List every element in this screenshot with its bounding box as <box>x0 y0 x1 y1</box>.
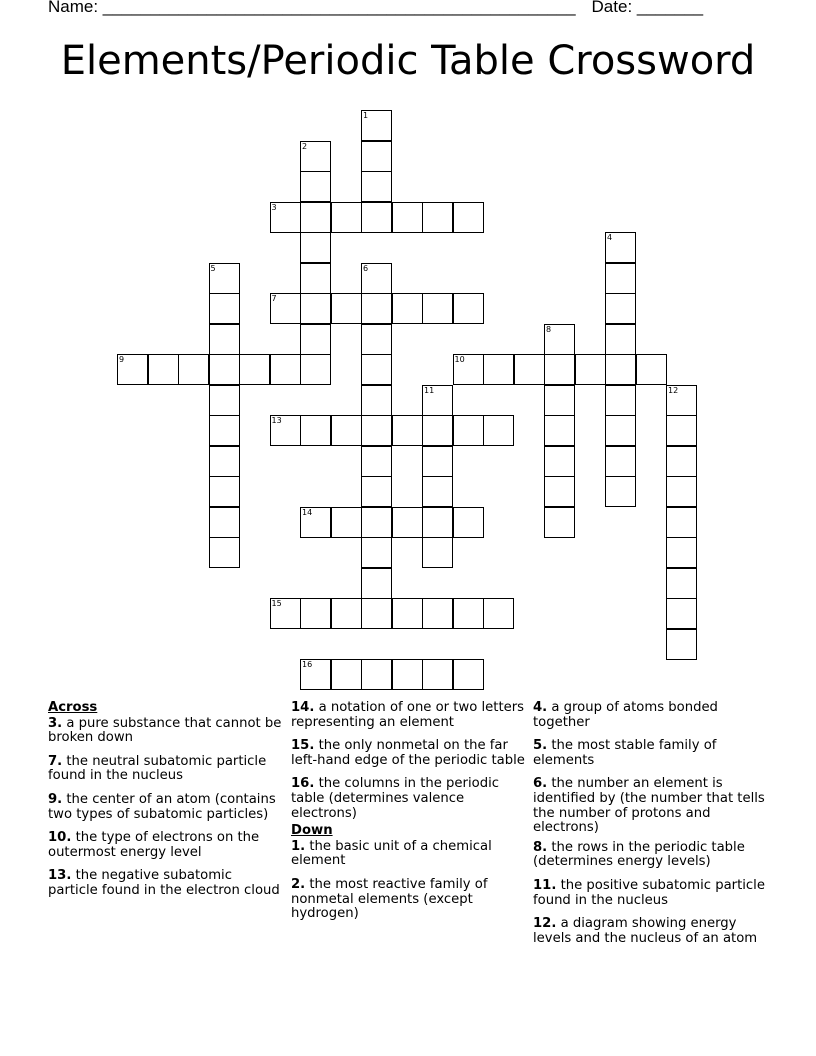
crossword-cell[interactable] <box>453 598 484 629</box>
crossword-cell[interactable] <box>392 293 423 324</box>
clue-number-label: 15 <box>271 599 282 608</box>
crossword-cell[interactable] <box>422 293 453 324</box>
crossword-cell[interactable] <box>605 476 636 507</box>
crossword-cell[interactable] <box>209 415 240 446</box>
crossword-cell[interactable] <box>361 324 392 355</box>
crossword-cell[interactable] <box>666 537 697 568</box>
crossword-cell[interactable] <box>361 293 392 324</box>
crossword-cell[interactable] <box>361 507 392 538</box>
crossword-cell[interactable] <box>453 507 484 538</box>
date-label: Date: <box>591 0 637 16</box>
clue-number-label: 5 <box>210 263 216 273</box>
crossword-cell[interactable] <box>239 354 270 385</box>
clue-number-label: 1 <box>363 111 369 120</box>
crossword-cell[interactable] <box>422 415 453 446</box>
clue-number-label: 14 <box>302 507 313 517</box>
crossword-cell[interactable] <box>331 415 362 446</box>
crossword-cell[interactable] <box>636 354 667 385</box>
crossword-cell[interactable] <box>300 598 331 629</box>
clue-across-13: 13. the negative subatomic particle found in the electron cloud <box>48 868 280 898</box>
crossword-cell[interactable] <box>453 659 484 690</box>
page-title: Elements/Periodic Table Crossword <box>60 38 756 84</box>
crossword-cell[interactable] <box>209 385 240 416</box>
crossword-cell[interactable] <box>666 598 697 629</box>
clue-column-2 <box>291 701 525 931</box>
crossword-cell[interactable] <box>605 263 636 294</box>
clue-number-label: 3 <box>271 202 277 212</box>
crossword-cell[interactable] <box>270 293 301 324</box>
crossword-cell[interactable] <box>575 354 606 385</box>
crossword-cell[interactable] <box>361 110 392 141</box>
crossword-cell[interactable] <box>209 476 240 507</box>
clue-down-4: 4. a group of atoms bonded together <box>533 700 718 730</box>
date-field[interactable]: _______ <box>636 0 704 16</box>
crossword-cell[interactable] <box>453 293 484 324</box>
crossword-cell[interactable] <box>270 598 301 629</box>
crossword-cell[interactable] <box>361 415 392 446</box>
crossword-cell[interactable] <box>483 354 514 385</box>
crossword-cell[interactable] <box>392 507 423 538</box>
crossword-cell[interactable] <box>270 415 301 446</box>
clue-down-6: 6. the number an element is identified by (the number that tells the number of protons and electrons) <box>533 776 765 836</box>
crossword-cell[interactable] <box>422 476 453 507</box>
crossword-cell[interactable] <box>361 537 392 568</box>
crossword-cell[interactable] <box>209 446 240 477</box>
crossword-cell[interactable] <box>605 324 636 355</box>
crossword-cell[interactable] <box>178 354 209 385</box>
crossword-cell[interactable] <box>300 263 331 294</box>
crossword-cell[interactable] <box>117 354 148 385</box>
crossword-cell[interactable] <box>361 354 392 385</box>
crossword-cell[interactable] <box>331 659 362 690</box>
clue-number-label: 7 <box>271 294 277 303</box>
crossword-cell[interactable] <box>361 385 392 416</box>
crossword-cell[interactable] <box>605 415 636 446</box>
clue-across-9: 9. the center of an atom (contains two types of subatomic particles) <box>48 791 276 822</box>
crossword-cell[interactable] <box>300 141 331 172</box>
down-heading: Down <box>291 823 333 839</box>
clue-column-1 <box>48 701 284 908</box>
clue-number-label: 4 <box>607 233 613 242</box>
clue-number-label: 6 <box>363 263 369 273</box>
crossword-cell[interactable] <box>300 507 331 538</box>
crossword-cell[interactable] <box>392 598 423 629</box>
clue-across-7: 7. the neutral subatomic particle found in the nucleus <box>48 753 267 784</box>
crossword-cell[interactable] <box>666 568 697 599</box>
crossword-cell[interactable] <box>544 415 575 446</box>
crossword-cell[interactable] <box>453 415 484 446</box>
crossword-cell[interactable] <box>422 507 453 538</box>
crossword-cell[interactable] <box>209 537 240 568</box>
across-heading: Across <box>48 700 98 715</box>
crossword-cell[interactable] <box>422 537 453 568</box>
clue-down-12: 12. a diagram showing energy levels and the nucleus of an atom <box>533 916 758 946</box>
crossword-cell[interactable] <box>361 598 392 629</box>
crossword-cell[interactable] <box>666 385 697 416</box>
clue-down-2: 2. the most reactive family of nonmetal elements (except hydrogen) <box>291 876 488 922</box>
clue-across-16: 16. the columns in the periodic table (determines valence electrons) <box>291 776 499 821</box>
crossword-cell[interactable] <box>331 598 362 629</box>
clue-number-label: 16 <box>302 660 313 669</box>
crossword-cell[interactable] <box>270 202 301 233</box>
crossword-cell[interactable] <box>453 202 484 233</box>
crossword-cell[interactable] <box>300 171 331 202</box>
crossword-cell[interactable] <box>605 293 636 324</box>
crossword-cell[interactable] <box>392 415 423 446</box>
crossword-cell[interactable] <box>544 354 575 385</box>
crossword-cell[interactable] <box>605 385 636 416</box>
clue-number-label: 11 <box>424 385 435 395</box>
name-field[interactable]: __________________________________________________ <box>102 0 576 16</box>
crossword-cell[interactable] <box>605 446 636 477</box>
crossword-cell[interactable] <box>361 659 392 690</box>
clue-down-5: 5. the most stable family of elements <box>533 738 717 768</box>
clue-across-14: 14. a notation of one or two letters representing an element <box>291 700 525 730</box>
crossword-cell[interactable] <box>453 354 484 385</box>
crossword-cell[interactable] <box>422 598 453 629</box>
crossword-cell[interactable] <box>605 354 636 385</box>
clue-across-10: 10. the type of electrons on the outermost energy level <box>48 830 260 860</box>
crossword-cell[interactable] <box>361 202 392 233</box>
clue-number-label: 10 <box>454 355 465 364</box>
crossword-cell[interactable] <box>148 354 179 385</box>
crossword-cell[interactable] <box>361 446 392 477</box>
clue-number-label: 8 <box>546 324 552 334</box>
crossword-cell[interactable] <box>300 659 331 690</box>
crossword-cell[interactable] <box>209 324 240 355</box>
crossword-cell[interactable] <box>544 446 575 477</box>
clue-down-11: 11. the positive subatomic particle found in the nucleus <box>533 877 765 908</box>
crossword-cell[interactable] <box>361 171 392 202</box>
clue-number-label: 13 <box>271 416 282 425</box>
clue-column-3 <box>533 701 773 955</box>
clue-number-label: 12 <box>668 385 679 395</box>
crossword-cell[interactable] <box>666 446 697 477</box>
crossword-cell[interactable] <box>422 659 453 690</box>
crossword-cell[interactable] <box>270 354 301 385</box>
crossword-cell[interactable] <box>392 202 423 233</box>
crossword-cell[interactable] <box>422 446 453 477</box>
crossword-cell[interactable] <box>483 598 514 629</box>
crossword-cell[interactable] <box>544 385 575 416</box>
clue-number-label: 9 <box>119 355 125 364</box>
crossword-cell[interactable] <box>300 232 331 263</box>
clue-down-1: 1. the basic unit of a chemical element <box>291 838 492 869</box>
crossword-cell[interactable] <box>331 507 362 538</box>
crossword-cell[interactable] <box>331 293 362 324</box>
crossword-cell[interactable] <box>361 263 392 294</box>
crossword-cell[interactable] <box>209 263 240 294</box>
name-label: Name: <box>48 0 103 16</box>
crossword-cell[interactable] <box>544 507 575 538</box>
crossword-cell[interactable] <box>300 324 331 355</box>
crossword-cell[interactable] <box>209 354 240 385</box>
crossword-cell[interactable] <box>514 354 545 385</box>
crossword-cell[interactable] <box>209 293 240 324</box>
crossword-cell[interactable] <box>422 385 453 416</box>
crossword-cell[interactable] <box>666 507 697 538</box>
crossword-cell[interactable] <box>422 202 453 233</box>
crossword-cell[interactable] <box>331 202 362 233</box>
crossword-cell[interactable] <box>300 202 331 233</box>
clue-number-label: 2 <box>302 141 308 151</box>
clue-down-8: 8. the rows in the periodic table (determines energy levels) <box>533 839 745 870</box>
clue-across-3: 3. a pure substance that cannot be broken down <box>48 715 282 746</box>
crossword-cell[interactable] <box>361 476 392 507</box>
crossword-cell[interactable] <box>392 659 423 690</box>
crossword-cell[interactable] <box>209 507 240 538</box>
crossword-cell[interactable] <box>544 476 575 507</box>
crossword-cell[interactable] <box>666 629 697 660</box>
clue-across-15: 15. the only nonmetal on the far left-hand edge of the periodic table <box>291 738 525 768</box>
crossword-cell[interactable] <box>483 415 514 446</box>
crossword-cell[interactable] <box>300 415 331 446</box>
crossword-cell[interactable] <box>666 415 697 446</box>
crossword-cell[interactable] <box>300 354 331 385</box>
crossword-cell[interactable] <box>361 141 392 172</box>
crossword-cell[interactable] <box>300 293 331 324</box>
crossword-cell[interactable] <box>361 568 392 599</box>
crossword-cell[interactable] <box>666 476 697 507</box>
crossword-cell[interactable] <box>605 232 636 263</box>
crossword-cell[interactable] <box>544 324 575 355</box>
